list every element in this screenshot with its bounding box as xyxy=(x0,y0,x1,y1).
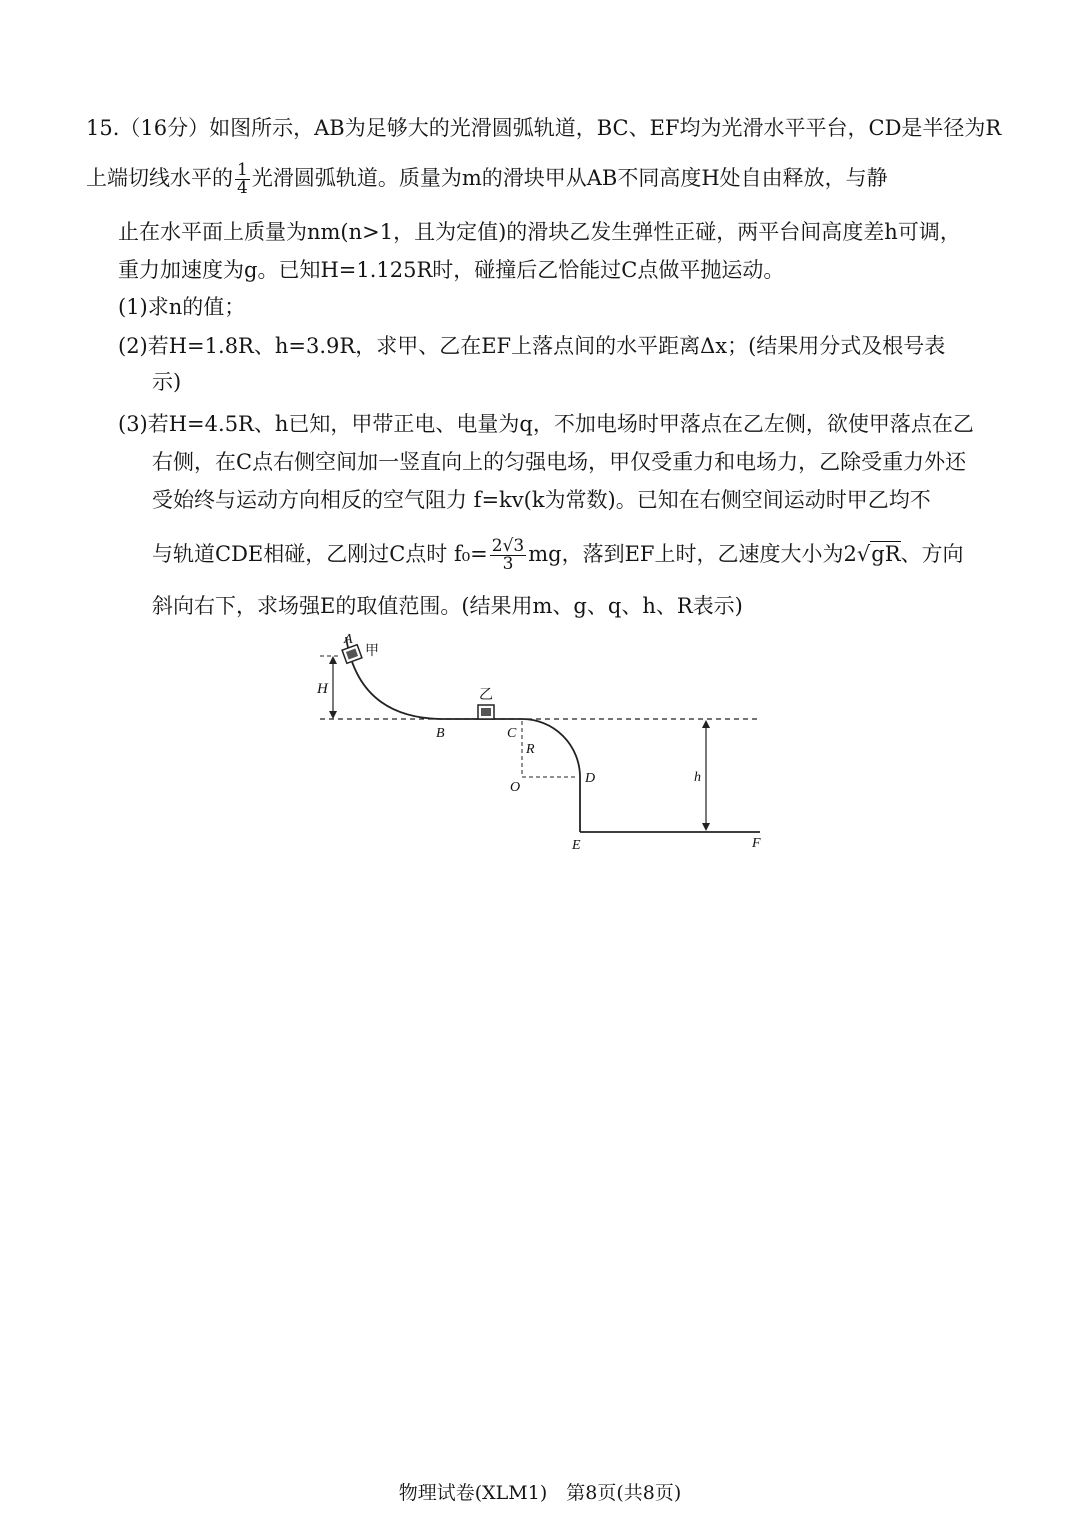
label-B: B xyxy=(436,726,445,741)
label-jia: 甲 xyxy=(365,644,379,659)
part1: (1)求n的值； xyxy=(118,295,246,319)
q15-line4: 重力加速度为g。已知H=1.125R时，碰撞后乙恰能过C点做平抛运动。 xyxy=(118,258,785,282)
part3-line1: (3)若H=4.5R、h已知，甲带正电、电量为q，不加电场时甲落点在乙左侧，欲使甲落点在乙 xyxy=(118,412,974,436)
q15-line1: 15.（16分）如图所示，AB为足够大的光滑圆弧轨道，BC、EF均为光滑水平平台，CD是半径为R xyxy=(86,116,1002,140)
part3-line4 xyxy=(152,538,964,573)
part3-line5: 斜向右下，求场强E的取值范围。(结果用m、g、q、h、R表示) xyxy=(152,594,743,618)
part3-line2: 右侧，在C点右侧空间加一竖直向上的匀强电场，甲仅受重力和电场力，乙除受重力外还 xyxy=(152,450,967,474)
q15-line2a: 上端切线水平的 xyxy=(86,166,233,190)
sqrt-gR: gR xyxy=(871,542,901,566)
h-arrow-head-up xyxy=(702,720,710,728)
q15-line3: 止在水平面上质量为nm(n>1，且为定值)的滑块乙发生弹性正碰，两平台间高度差h可调， xyxy=(118,220,961,244)
label-A: A xyxy=(344,632,353,647)
sqrt-symbol: √ xyxy=(856,542,871,566)
f0-num: 2√3 xyxy=(491,536,525,556)
h-arrow-head-down xyxy=(702,823,710,831)
part3-line4c: 、方向 xyxy=(900,542,964,566)
page-footer: 物理试卷(XLM1) 第8页(共8页) xyxy=(398,1482,682,1504)
block-yi-fill xyxy=(481,708,491,716)
label-h: h xyxy=(694,770,701,785)
part3-line4b: mg，落到EF上时，乙速度大小为2 xyxy=(528,542,857,566)
label-O: O xyxy=(510,780,521,795)
label-H: H xyxy=(317,681,328,697)
H-arrow-head-down xyxy=(329,711,337,719)
label-E: E xyxy=(572,838,581,853)
label-R: R xyxy=(526,742,535,757)
part3-line4a: 与轨道CDE相碰，乙刚过C点时 f₀= xyxy=(152,542,488,566)
label-D: D xyxy=(585,771,596,786)
track-diagram xyxy=(300,625,780,860)
H-arrow-head-up xyxy=(329,656,337,664)
f0-den: 3 xyxy=(502,554,514,574)
frac-den: 4 xyxy=(237,178,248,198)
part3-line3: 受始终与运动方向相反的空气阻力 f=kv(k为常数)。已知在右侧空间运动时甲乙均不 xyxy=(152,488,931,512)
frac-num: 1 xyxy=(237,160,248,180)
label-C: C xyxy=(507,726,517,741)
q15-line2 xyxy=(86,162,1006,197)
label-yi: 乙 xyxy=(479,688,493,703)
part2-line1: (2)若H=1.8R、h=3.9R，求甲、乙在EF上落点间的水平距离Δx；(结果用分式及根号表 xyxy=(118,334,946,358)
f0-fraction xyxy=(490,538,526,573)
arc-AB xyxy=(346,637,440,719)
label-F: F xyxy=(752,836,761,851)
quarter-fraction xyxy=(235,162,250,197)
q15-line2b: 光滑圆弧轨道。质量为m的滑块甲从AB不同高度H处自由释放，与静 xyxy=(251,166,888,190)
part2-line2: 示) xyxy=(152,370,182,394)
